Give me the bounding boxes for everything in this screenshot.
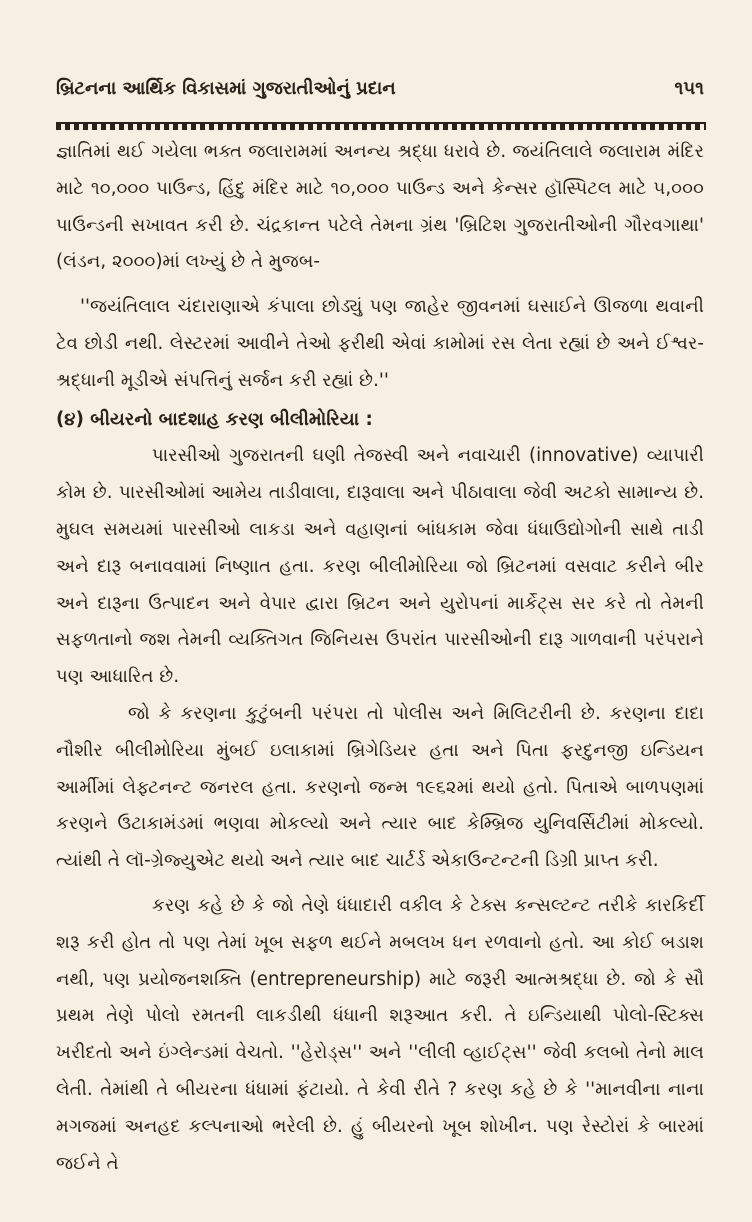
quoted-paragraph: ''જયંતિલાલ ચંદારાણાએ કંપાલા છોડ્યું પણ જાહેર જીવનમાં ઘસાઈને ઊજળા થવાની ટેવ છોડી નથી. લેસ્ટરમાં આવીને તેઓ ફરીથી એવાં કામોમાં રસ લેતા રહ્યાં છે અને ઈશ્વર-શ્રદ્ધાની મૂડીએ સંપત્તિનું સર્જન કરી રહ્યાં છે.''	[56, 296, 704, 391]
body-text	[56, 134, 704, 1182]
header-rule	[56, 122, 706, 130]
paragraph: કરણ કહે છે કે જો તેણે ધંધાદારી વકીલ કે ટેક્સ કન્સલ્ટન્ટ તરીકે કારકિર્દી શરૂ કરી હોત તો પણ તેમાં ખૂબ સફળ થઈને મબલખ ધન રળવાનો હતો. આ કોઈ બડાશ નથી, પણ પ્રયોજનશક્તિ (entrepreneurship) માટે જરૂરી આત્મશ્રદ્ધા છે. જો કે સૌ પ્રથમ તેણે પોલો રમતની લાકડીથી ધંધાની શરૂઆત કરી. તે ઇન્ડિયાથી પોલો-સ્ટિક્સ ખરીદતો અને ઇંગ્લેન્ડમાં વેચતો. ''હેરોડ્સ'' અને ''લીલી વ્હાઈટ્સ'' જેવી કલબો તેનો માલ લેતી. તેમાંથી તે બીયરના ધંધામાં ફંટાયો. તે કેવી રીતે ? કરણ કહે છે કે ''માનવીના નાના મગજમાં અનહદ કલ્પનાઓ ભરેલી છે. હું બીયરનો ખૂબ શોખીન. પણ રેસ્ટોરાં કે બારમાં જઈને તે	[56, 894, 704, 1174]
section-heading: (૪) બીયરનો બાદશાહ કરણ બીલીમોરિયા :	[56, 408, 373, 430]
running-title: બ્રિટનના આર્થિક વિકાસમાં ગુજરાતીઓનું પ્રદાન	[56, 78, 396, 99]
running-header	[56, 78, 704, 106]
paragraph: પારસીઓ ગુજરાતની ઘણી તેજસ્વી અને નવાચારી (innovative) વ્યાપારી કોમ છે. પારસીઓમાં આમેય તાડીવાલા, દારૂવાલા અને પીઠાવાલા જેવી અટકો સામાન્ય છે. મુઘલ સમયમાં પારસીઓ લાકડા અને વહાણનાં બાંધકામ જેવા ધંધાઉદ્યોગોની સાથે તાડી અને દારૂ બનાવવામાં નિષ્ણાત હતા. કરણ બીલીમોરિયા જો બ્રિટનમાં વસવાટ કરીને બીર અને દારૂના ઉત્પાદન અને વેપાર દ્વારા બ્રિટન અને યુરોપનાં માર્કેટ્સ સર કરે તો તેમની સફળતાનો જશ તેમની વ્યક્તિગત જિનિયસ ઉપરાંત પારસીઓની દારૂ ગાળવાની પરંપરાને પણ આધારિત છે.	[56, 445, 704, 688]
paragraph: જ્ઞાતિમાં થઈ ગયેલા ભક્ત જલારામમાં અનન્ય શ્રદ્ધા ધરાવે છે. જયંતિલાલે જલારામ મંદિર માટે ૧૦,૦૦૦ પાઉન્ડ, હિંદુ મંદિર માટે ૧૦,૦૦૦ પાઉન્ડ અને કેન્સર હૉસ્પિટલ માટે ૫,૦૦૦ પાઉન્ડની સખાવત કરી છે. ચંદ્રકાન્ત પટેલે તેમના ગ્રંથ 'બ્રિટિશ ગુજરાતીઓની ગૌરવગાથા' (લંડન, ૨૦૦૦)માં લખ્યું છે તે મુજબ-	[56, 141, 704, 273]
page-number: ૧૫૧	[674, 78, 704, 99]
paragraph: જો કે કરણના કુટુંબની પરંપરા તો પોલીસ અને મિલિટરીની છે. કરણના દાદા નૌશીર બીલીમોરિયા મુંબઈ ઇલાકામાં બ્રિગેડિયર હતા અને પિતા ફરદુનજી ઇન્ડિયન આર્મીમાં લેફ્ટનન્ટ જનરલ હતા. કરણનો જન્મ ૧૯૬૨માં થયો હતો. પિતાએ બાળપણમાં કરણને ઉટાકામંડમાં ભણવા મોકલ્યો અને ત્યાર બાદ કેમ્બ્રિજ યુનિવર્સિટીમાં મોકલ્યો. ત્યાંથી તે લૉ-ગ્રેજ્યુએટ થયો અને ત્યાર બાદ ચાર્ટર્ડ એકાઉન્ટન્ટની ડિગ્રી પ્રાપ્ત કરી.	[56, 702, 704, 872]
